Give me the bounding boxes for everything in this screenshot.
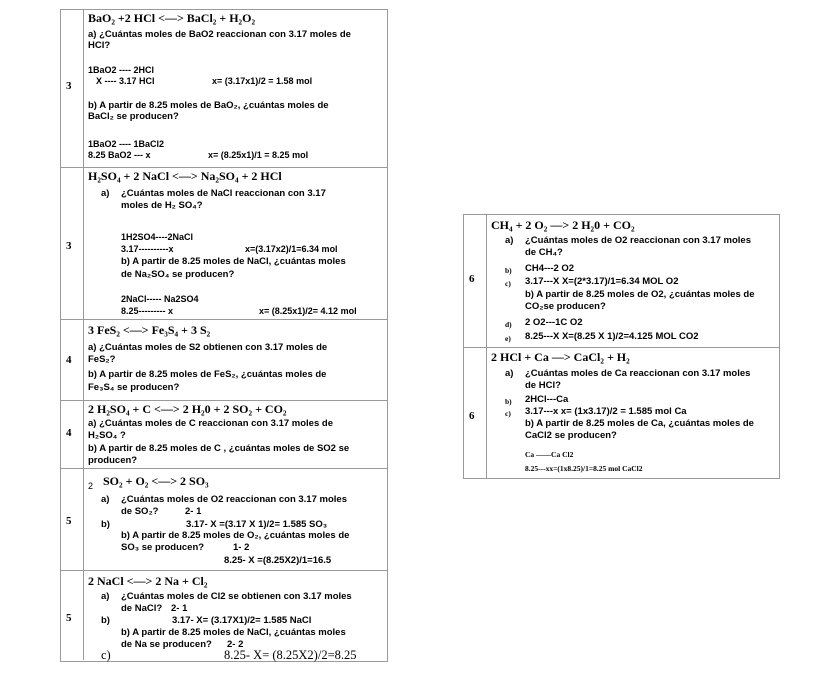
item-label: c)	[505, 409, 511, 418]
question-a: ¿Cuántas moles de Cl2 se obtienen con 3.17 moles	[121, 591, 352, 602]
table-row	[61, 10, 387, 168]
question-b-cont: CaCl2 se producen?	[525, 430, 617, 441]
chemical-equation: 3 FeS₂ <—> Fe₃S₄ + 3 S₂	[88, 323, 211, 337]
chemical-equation: 2 NaCl <—> 2 Na + Cl₂	[88, 574, 208, 588]
row-number: 6	[469, 410, 475, 422]
row-number: 6	[469, 273, 475, 285]
item-label: d)	[505, 320, 512, 329]
question-a-cont: de NaCl?	[121, 603, 163, 614]
item-label: b)	[505, 397, 512, 406]
question-a-cont: FeS₂?	[88, 354, 116, 365]
table-row	[464, 215, 779, 348]
question-b: b) A partir de 8.25 moles de BaO₂, ¿cuántas moles de	[88, 100, 329, 111]
question-b: b) A partir de 8.25 moles de Ca, ¿cuántas moles de	[525, 418, 754, 429]
row-number: 5	[66, 612, 72, 624]
calc-a-result: x=(3.17x2)/1=6.34 mol	[245, 244, 338, 254]
mole-ratio: 2- 1	[171, 603, 188, 614]
calc-a-result: x= (3.17x1)/2 = 1.58 mol	[212, 76, 313, 86]
question-b: b) A partir de 8.25 moles de O2, ¿cuántas moles de	[525, 289, 755, 300]
calc-b-line: 2NaCl----- Na2SO4	[121, 294, 199, 304]
calc-b-line: 8.25--------- x	[121, 306, 173, 316]
chemical-equation: 2 H₂SO₄ + C <—> 2 H₂0 + 2 SO₂ + CO₂	[88, 402, 287, 416]
question-a-cont: HCl?	[88, 40, 111, 51]
item-label: c)	[505, 279, 511, 288]
question-b: b) A partir de 8.25 moles de FeS₂, ¿cuántas moles de	[88, 369, 327, 380]
ratio-line: CH4---2 O2	[525, 263, 575, 274]
question-a-cont: de HCl?	[525, 380, 561, 391]
chemical-equation: 2 HCl + Ca —> CaCl₂ + H₂	[491, 350, 630, 364]
chemical-equation: H₂SO₄ + 2 NaCl <—> Na₂SO₄ + 2 HCl	[88, 169, 282, 183]
question-b-cont: Fe₃S₄ se producen?	[88, 382, 180, 393]
calc-b-result: 8.25- X =(8.25X2)/1=16.5	[224, 555, 332, 566]
table-row	[61, 469, 387, 571]
row-number: 3	[66, 240, 72, 252]
question-a-label: a)	[101, 188, 110, 199]
calc-a-line: 3.17----------x	[121, 244, 174, 254]
calc-a-result: 3.17- X =(3.17 X 1)/2= 1.585 SO₃	[186, 519, 328, 530]
calc-a-result: 3.17- X= (3.17X1)/2= 1.585 NaCl	[172, 615, 312, 626]
table-row	[464, 348, 779, 478]
chemical-equation: CH₄ + 2 O₂ —> 2 H₂0 + CO₂	[491, 218, 635, 232]
mole-ratio: 2- 1	[185, 506, 202, 517]
chemical-equation: SO₂ + O₂ <—> 2 SO₃	[103, 474, 209, 488]
question-b-cont: de Na₂SO₄ se producen?	[121, 269, 235, 280]
mole-ratio: 1- 2	[233, 542, 250, 553]
question-b: b) A partir de 8.25 moles de C , ¿cuántas moles de SO2 se	[88, 443, 350, 454]
calc-b-result: 8.25---X X=(8.25 X 1)/2=4.125 MOL CO2	[525, 331, 699, 342]
question-a-label: a)	[101, 494, 110, 505]
question-a: ¿Cuántas moles de O2 reaccionan con 3.17 moles	[121, 494, 347, 505]
item-label: e)	[505, 334, 511, 343]
ratio-line: 2 O2---1C O2	[525, 317, 583, 328]
item-label: b)	[505, 266, 512, 275]
calc-a-line: 1BaO2 ---- 2HCl	[88, 65, 155, 75]
chemical-equation: BaO₂ +2 HCl <—> BaCl₂ + H₂O₂	[88, 11, 256, 25]
ratio-line: 2HCl---Ca	[525, 394, 569, 405]
left-stoichiometry-table	[60, 9, 388, 662]
question-a: a) ¿Cuántas moles de C reaccionan con 3.17 moles de	[88, 418, 333, 429]
question-a-cont: de SO₂?	[121, 506, 159, 517]
calc-b-result: 8.25---xx=(1x8.25)/1=8.25 mol CaCl2	[525, 464, 643, 473]
question-a-cont: de CH₄?	[525, 247, 563, 258]
question-a: a) ¿Cuántas moles de BaO2 reaccionan con 3.17 moles de	[88, 29, 351, 40]
question-b-cont: producen?	[88, 455, 138, 466]
row-number: 5	[66, 515, 72, 527]
mole-ratio: 2- 2	[227, 639, 244, 650]
question-a: a) ¿Cuántas moles de S2 obtienen con 3.17 moles de	[88, 342, 328, 353]
calc-a-result: 3.17---x x= (1x3.17)/2 = 1.585 mol Ca	[525, 406, 687, 417]
question-a-cont: moles de H₂ SO₄?	[121, 200, 203, 211]
row-number: 4	[66, 354, 72, 366]
equation-prefix: 2	[88, 481, 94, 491]
question-a-cont: H₂SO₄ ?	[88, 430, 126, 441]
calc-b-line: 8.25 BaO2 --- x	[88, 150, 151, 160]
question-a: ¿Cuántas moles de O2 reaccionan con 3.17 moles	[525, 235, 751, 246]
calc-a-result: 3.17---X X=(2*3.17)/1=6.34 MOL O2	[525, 276, 679, 287]
calc-b-line: 1BaO2 ---- 1BaCl2	[88, 139, 165, 149]
calc-c-result: 8.25- X= (8.25X2)/2=8.25	[224, 648, 357, 662]
question-b-label: b)	[101, 615, 110, 626]
question-c-label: c)	[101, 648, 111, 662]
table-row	[61, 320, 387, 401]
question-a-label: a)	[505, 235, 514, 246]
question-b-cont: CO₂se producen?	[525, 301, 606, 312]
calc-b-result: x= (8.25x1)/2= 4.12 mol	[259, 306, 357, 316]
table-row	[61, 571, 387, 660]
calc-a-line: 1H2SO4----2NaCl	[121, 232, 194, 242]
calc-b-result: x= (8.25x1)/1 = 8.25 mol	[208, 150, 309, 160]
calc-a-line: X ---- 3.17 HCl	[96, 76, 155, 86]
right-stoichiometry-table	[463, 214, 780, 479]
row-number: 3	[66, 80, 72, 92]
table-row	[61, 168, 387, 320]
question-b: b) A partir de 8.25 moles de NaCl, ¿cuántas moles	[121, 256, 346, 267]
question-b: b) A partir de 8.25 moles de NaCl, ¿cuántas moles	[121, 627, 346, 638]
ratio-line: Ca ——Ca Cl2	[525, 450, 574, 459]
question-a-label: a)	[101, 591, 110, 602]
question-a-label: a)	[505, 368, 514, 379]
question-a: ¿Cuántas moles de NaCl reaccionan con 3.17	[121, 188, 326, 199]
question-b: b) A partir de 8.25 moles de O₂, ¿cuántas moles de	[121, 530, 350, 541]
question-b-cont: BaCl₂ se producen?	[88, 111, 179, 122]
row-number: 4	[66, 427, 72, 439]
table-row	[61, 401, 387, 469]
question-b-label: b)	[101, 519, 110, 530]
question-a: ¿Cuántas moles de Ca reaccionan con 3.17 moles	[525, 368, 751, 379]
question-b-cont: de Na se producen?	[121, 639, 212, 650]
question-b-cont: SO₃ se producen?	[121, 542, 205, 553]
